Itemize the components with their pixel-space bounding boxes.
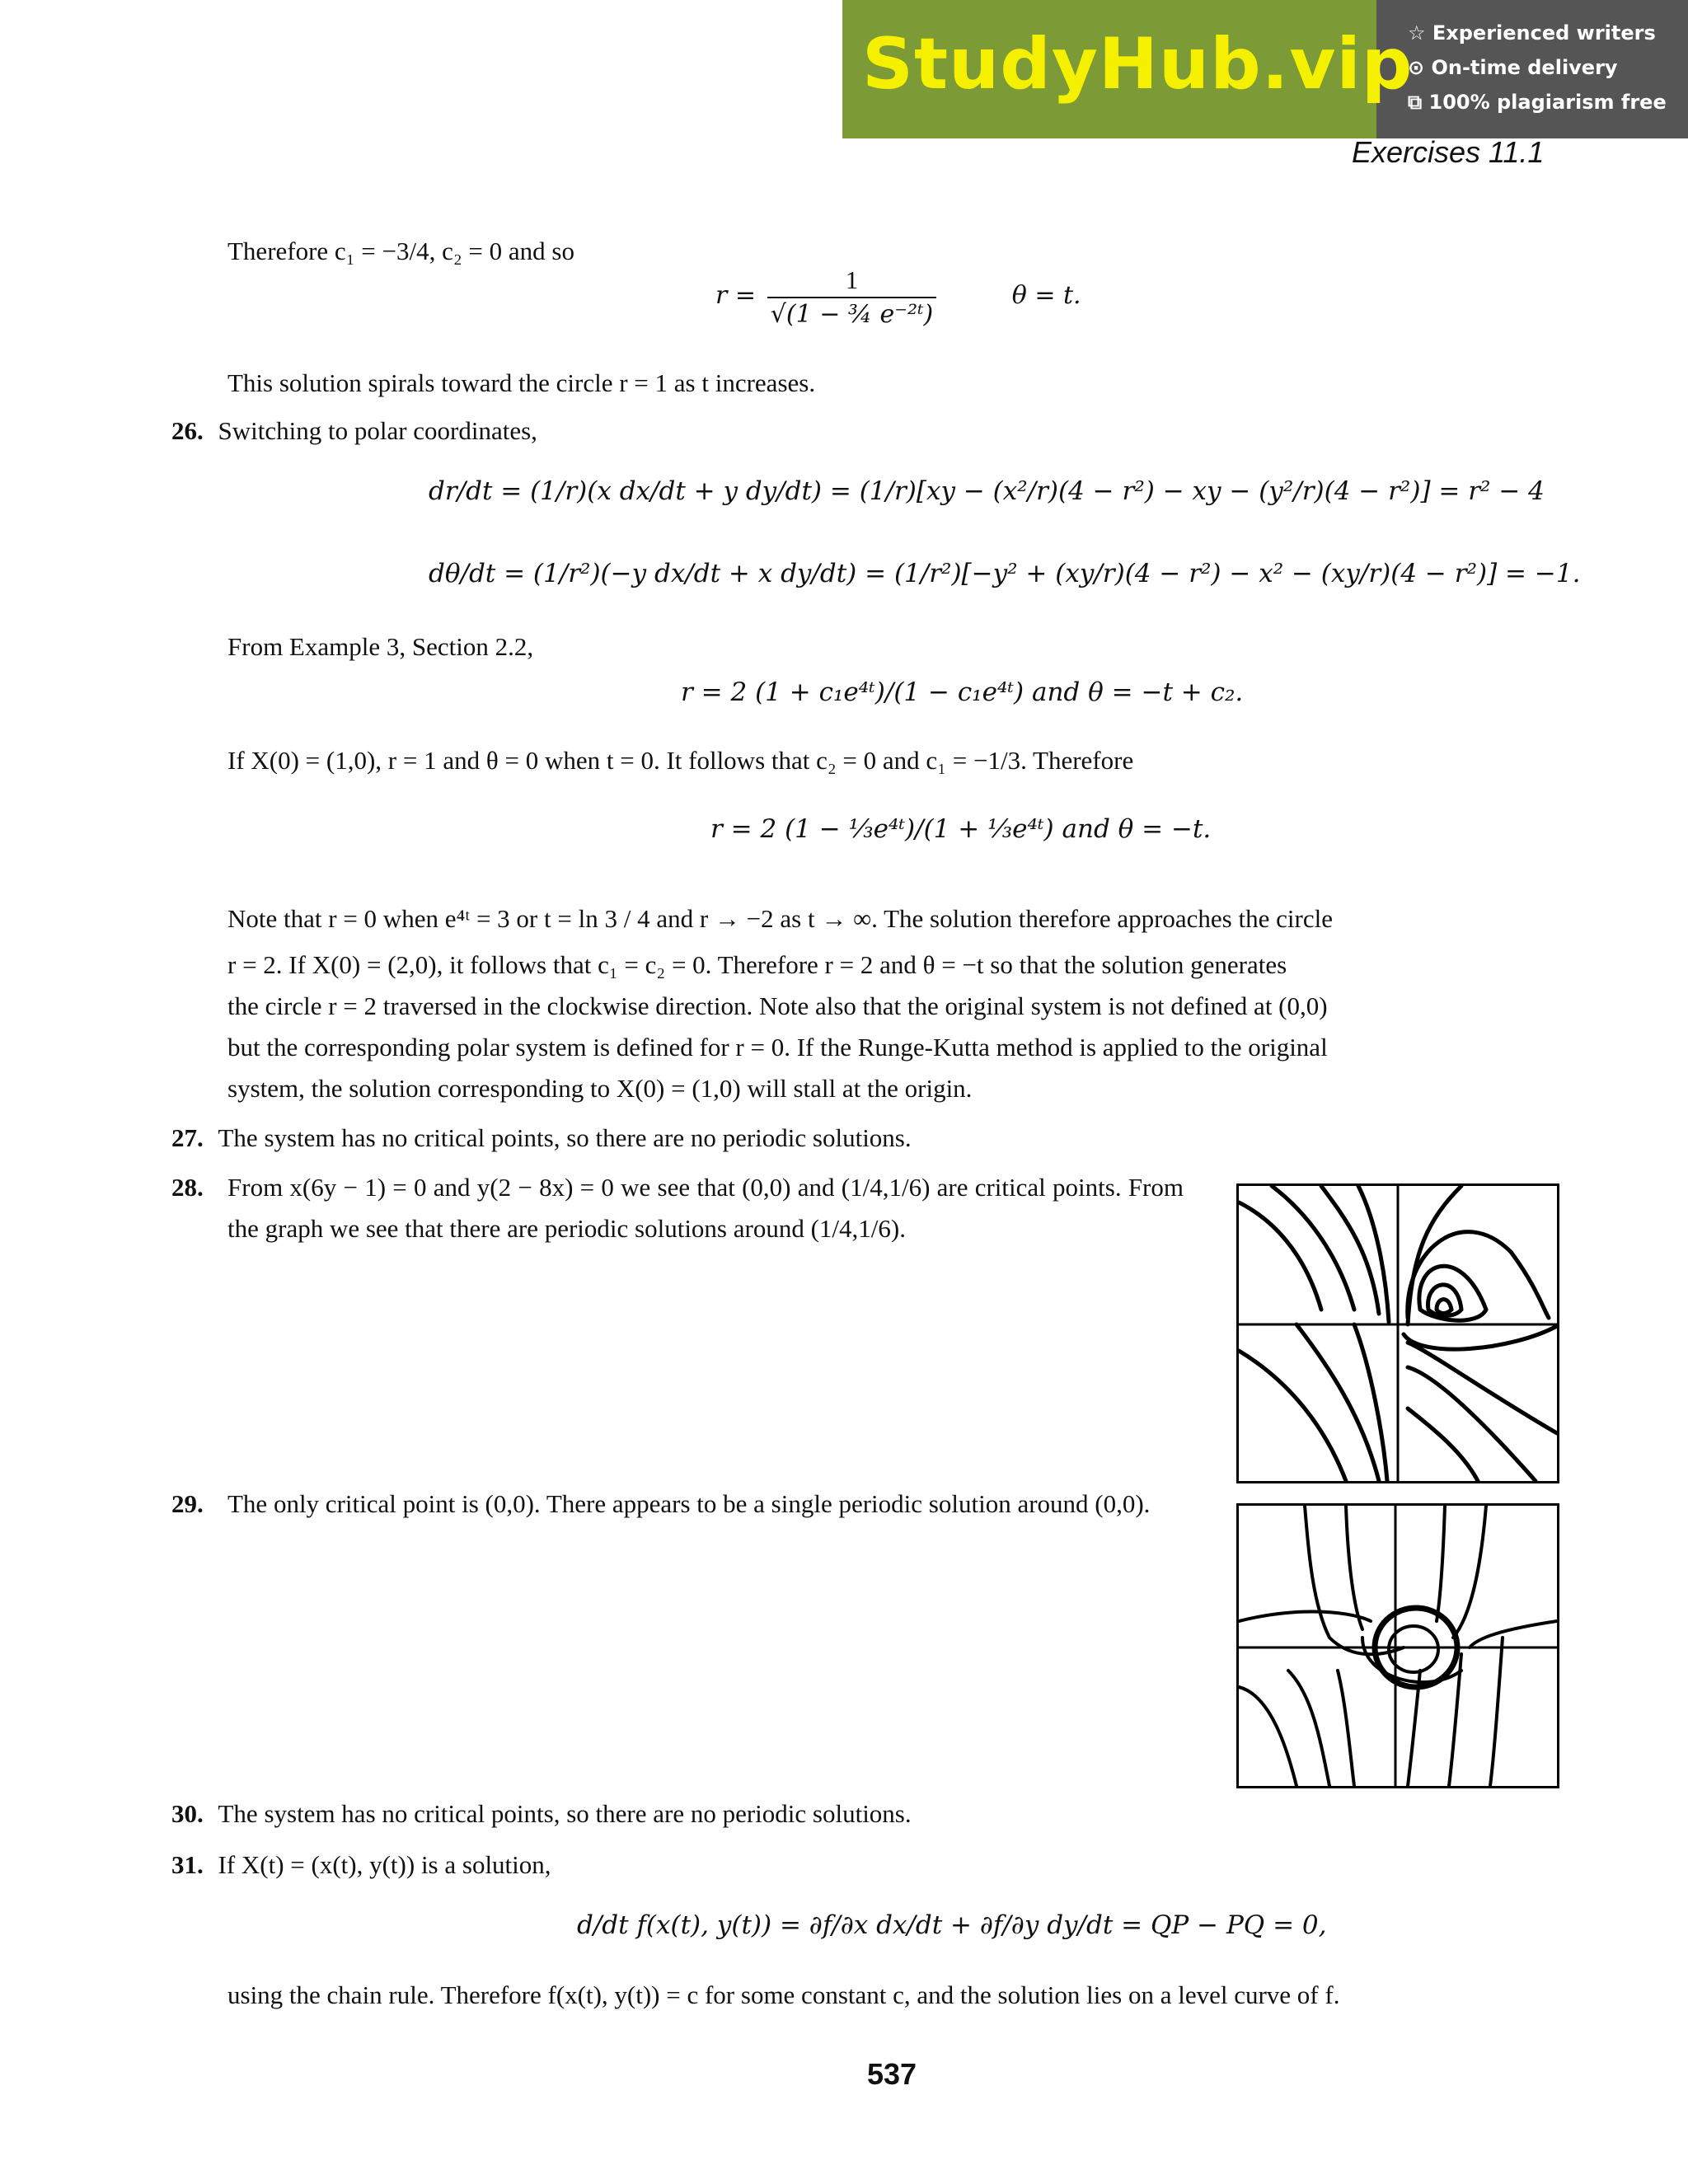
problem-27 — [171, 1118, 912, 1159]
p26-solution-general: r = 2 (1 + c₁e⁴ᵗ)/(1 − c₁e⁴ᵗ) and θ = −t + c₂. — [681, 677, 1244, 707]
eq-numerator: 1 — [767, 264, 936, 298]
p26-note-line-4: but the corresponding polar system is defined for r = 0. If the Runge-Kutta method is applied to the original — [227, 1033, 1328, 1062]
p26-note-line-1: Note that r = 0 when e⁴ᵗ = 3 or t = ln 3 / 4 and r → −2 as t → ∞. The solution therefore approaches the circle — [227, 904, 1333, 933]
problem-26 — [171, 410, 537, 452]
p26-from-example: From Example 3, Section 2.2, — [227, 632, 534, 661]
p26-solution-particular: r = 2 (1 − ⅓e⁴ᵗ)/(1 + ⅓e⁴ᵗ) and θ = −t. — [710, 814, 1212, 844]
problem-number: 27. — [171, 1123, 204, 1152]
eq-r-label: r = — [715, 281, 757, 311]
p31-conclusion: using the chain rule. Therefore f(x(t), y(t)) = c for some constant c, and the solution lies on a level curve of f. — [227, 1980, 1340, 2009]
problem-31 — [171, 1844, 551, 1886]
p26-note-line-5: system, the solution corresponding to X(0) = (1,0) will stall at the origin. — [227, 1074, 973, 1103]
problem-number: 30. — [171, 1799, 204, 1828]
eq-theta: θ = t. — [1011, 281, 1081, 311]
brand-banner — [842, 0, 1688, 138]
problem-29 — [171, 1483, 1185, 1525]
problem-text: The system has no critical points, so there are no periodic solutions. — [218, 1123, 912, 1152]
problem-text: The system has no critical points, so there are no periodic solutions. — [218, 1799, 912, 1828]
p26-initial-condition: If X(0) = (1,0), r = 1 and θ = 0 when t = 0. It follows that c₂ = 0 and c₁ = −1/3. Therefore — [227, 746, 1134, 775]
p26-equation-dr: dr/dt = (1/r)(x dx/dt + y dy/dt) = (1/r)[xy − (x²/r)(4 − r²) − xy − (y²/r)(4 − r²)] = r² − 4 — [429, 476, 1545, 506]
problem-number: 29. — [171, 1489, 204, 1518]
problem-30 — [171, 1793, 912, 1835]
problem-text: The only critical point is (0,0). There appears to be a single periodic solution around (0,0). — [227, 1489, 1151, 1518]
banner-feature-2: ⊙ On-time delivery — [1408, 56, 1618, 79]
eq-denominator: √(1 − ¾ e⁻²ᵗ) — [770, 300, 934, 329]
problem-number: 31. — [171, 1850, 204, 1879]
banner-feature-1: ☆ Experienced writers — [1408, 21, 1656, 45]
page-number: 537 — [867, 2057, 917, 2091]
problem-text: From x(6y − 1) = 0 and y(2 − 8x) = 0 we see that (0,0) and (1/4,1/6) are critical points. From the graph we see that there are periodic solutions around (1/4,1/6). — [227, 1173, 1184, 1243]
phase-portrait-29 — [1236, 1503, 1559, 1788]
p31-equation: d/dt f(x(t), y(t)) = ∂f/∂x dx/dt + ∂f/∂y dy/dt = QP − PQ = 0, — [577, 1910, 1327, 1940]
problem-number: 28. — [171, 1173, 204, 1202]
problem-text: If X(t) = (x(t), y(t)) is a solution, — [218, 1850, 551, 1879]
banner-feature-3: ⧉ 100% plagiarism free — [1408, 91, 1667, 114]
running-head: Exercises 11.1 — [1352, 135, 1545, 169]
eq-fraction — [767, 264, 936, 331]
banner-brand-text[interactable]: StudyHub.vip — [862, 23, 1414, 105]
p26-note-line-2: r = 2. If X(0) = (2,0), it follows that c₁ = c₂ = 0. Therefore r = 2 and θ = −t so that the solution generates — [227, 950, 1287, 979]
intro-line-2: This solution spirals toward the circle r = 1 as t increases. — [227, 368, 816, 397]
phase-portrait-28 — [1236, 1183, 1559, 1483]
p26-note-line-3: the circle r = 2 traversed in the clockwise direction. Note also that the original system is not defined at (0,0) — [227, 991, 1328, 1020]
p26-equation-dtheta: dθ/dt = (1/r²)(−y dx/dt + x dy/dt) = (1/r²)[−y² + (xy/r)(4 − r²) − x² − (xy/r)(4 − r²)] = −1. — [429, 559, 1581, 588]
problem-number: 26. — [171, 416, 204, 445]
intro-equation — [715, 264, 1081, 331]
problem-28 — [171, 1167, 1185, 1249]
problem-text: Switching to polar coordinates, — [218, 416, 537, 445]
intro-line-1: Therefore c₁ = −3/4, c₂ = 0 and so — [227, 237, 574, 265]
